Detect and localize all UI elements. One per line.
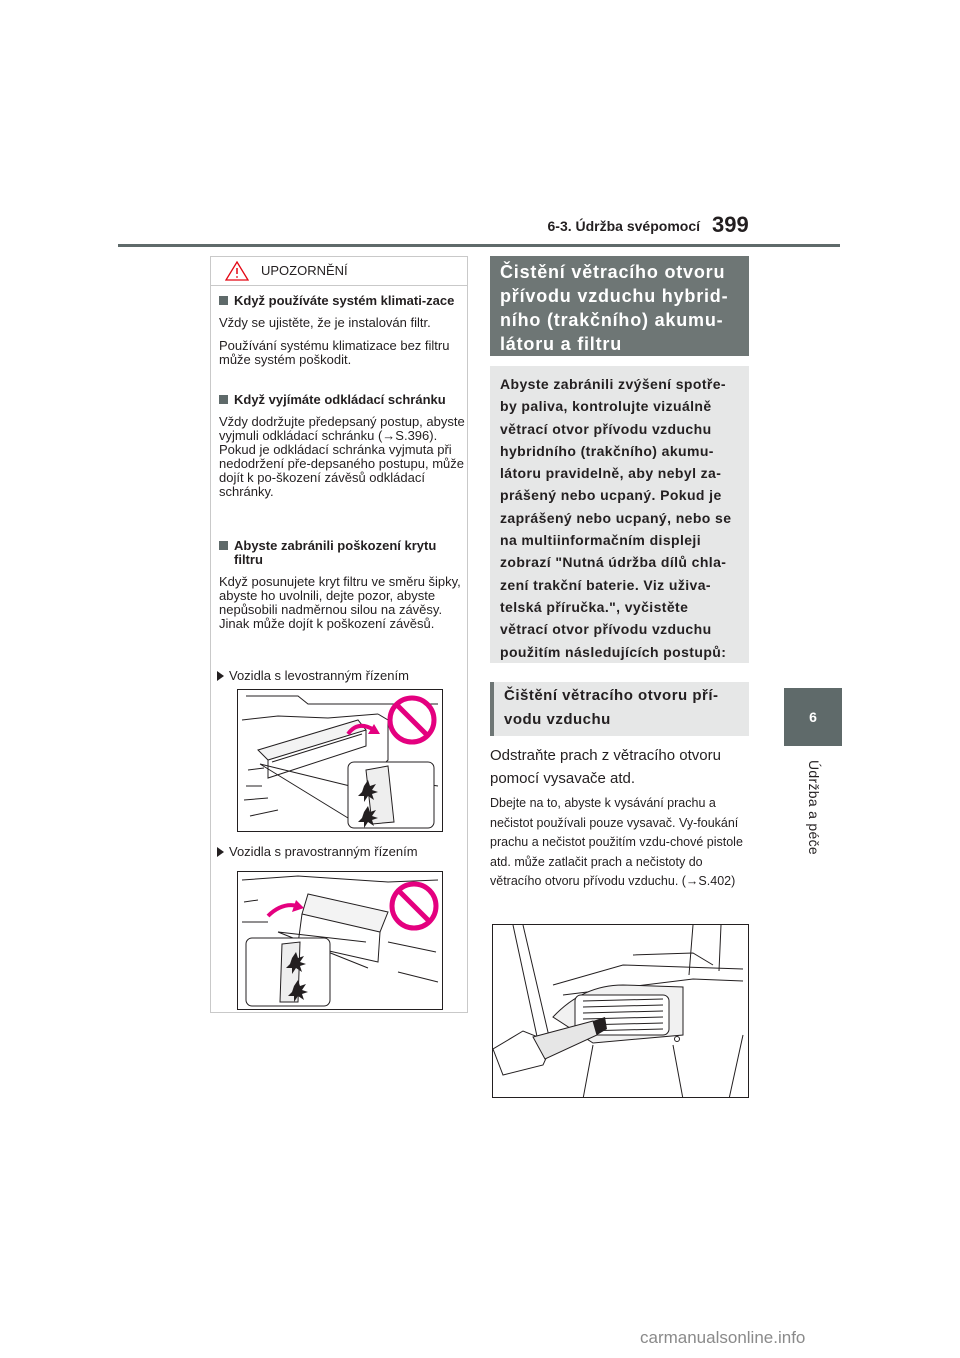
arrow-marker-icon [217, 847, 224, 857]
variant-lhd-label: Vozidla s levostranným řízením [229, 668, 409, 683]
page-header [0, 0, 960, 250]
note-text: Dbejte na to, abyste k vysávání prachu a nečistot používali pouze vysavač. Vy-foukání prachu a nečistot použitím vzdu-chové pistole atd. může zatlačit prach a nečistoty do větracího otvoru přívodu vzduchu. (→S.402) [490, 796, 743, 888]
warning-title: UPOZORNĚNÍ [261, 263, 348, 278]
warning-box [210, 256, 468, 1013]
warning-item-aircon [219, 294, 465, 367]
warning-paragraph: Když posunujete kryt filtru ve směru šipky, abyste ho uvolnili, dejte pozor, abyste nepůsobili nadměrnou silou na závěsy. Jinak může dojít k poškození závěsů. [219, 574, 461, 631]
warning-paragraph: Používání systému klimatizace bez filtru může systém poškodit. [219, 338, 450, 367]
warning-paragraph: Vždy dodržujte předepsaný postup, abyste vyjmuli odkládací schránku (→S.396). Pokud je odkládací schránka vyjmuta při nedodržení pře-depsaného postupu, může dojít k po-škození závěsů odkládací schránky. [219, 414, 465, 499]
step-instruction: Odstraňte prach z větracího otvoru pomocí vysavače atd. [490, 747, 721, 787]
filter-cover-rhd-illustration [237, 871, 443, 1010]
filter-cover-lhd-illustration [237, 689, 443, 832]
section-title: 6-3. Údržba svépomocí [547, 218, 700, 234]
arrow-marker-icon [217, 671, 224, 681]
warning-item-heading: Když vyjímáte odkládací schránku [234, 392, 446, 407]
warning-item-glovebox [219, 393, 465, 499]
variant-lhd [217, 668, 409, 683]
warning-item-heading: Když používáte systém klimati-zace [234, 293, 455, 308]
intro-text: Abyste zabránili zvýšení spotře-by paliva, kontrolujte vizuálně větrací otvor přívodu vzduchu hybridního (trakčního) akumu-látoru pravidelně, aby nebyl za-prášený nebo ucpaný. Pokud je zaprášený nebo ucpaný, nebo se na multiinformačním displeji zobrazí "Nutná údržba dílů chla-zení trakční baterie. Viz uživa-telská příručka.", vyčistěte větrací otvor přívodu vzduchu použitím následujících postupů: [490, 366, 749, 663]
square-bullet-icon [219, 296, 228, 305]
chapter-tab: 6 [784, 688, 842, 746]
chapter-label: Údržba a péče [806, 760, 822, 855]
vacuum-cleaning-illustration [492, 924, 749, 1098]
vacuum-drawing [493, 925, 749, 1098]
warning-item-filter-cover [219, 539, 465, 631]
warning-header [211, 257, 467, 286]
square-bullet-icon [219, 395, 228, 404]
warning-triangle-icon [225, 261, 249, 281]
variant-rhd-label: Vozidla s pravostranným řízením [229, 844, 418, 859]
section-heading: Čistění větracího otvoru přívodu vzduchu hybrid-ního (trakčního) akumu-látoru a filtru [490, 256, 749, 356]
square-bullet-icon [219, 541, 228, 550]
page-number: 399 [712, 212, 749, 237]
watermark: carmanualsonline.info [640, 1328, 806, 1347]
warning-item-heading: Abyste zabránili poškození krytu filtru [234, 538, 437, 567]
filter-cover-lhd-drawing [238, 690, 443, 832]
header-divider [118, 244, 840, 247]
variant-rhd [217, 844, 418, 859]
warning-paragraph: Vždy se ujistěte, že je instalován filtr. [219, 315, 431, 330]
subheading: Čištění větracího otvoru pří-vodu vzduchu [490, 682, 749, 736]
filter-cover-rhd-drawing [238, 872, 443, 1010]
